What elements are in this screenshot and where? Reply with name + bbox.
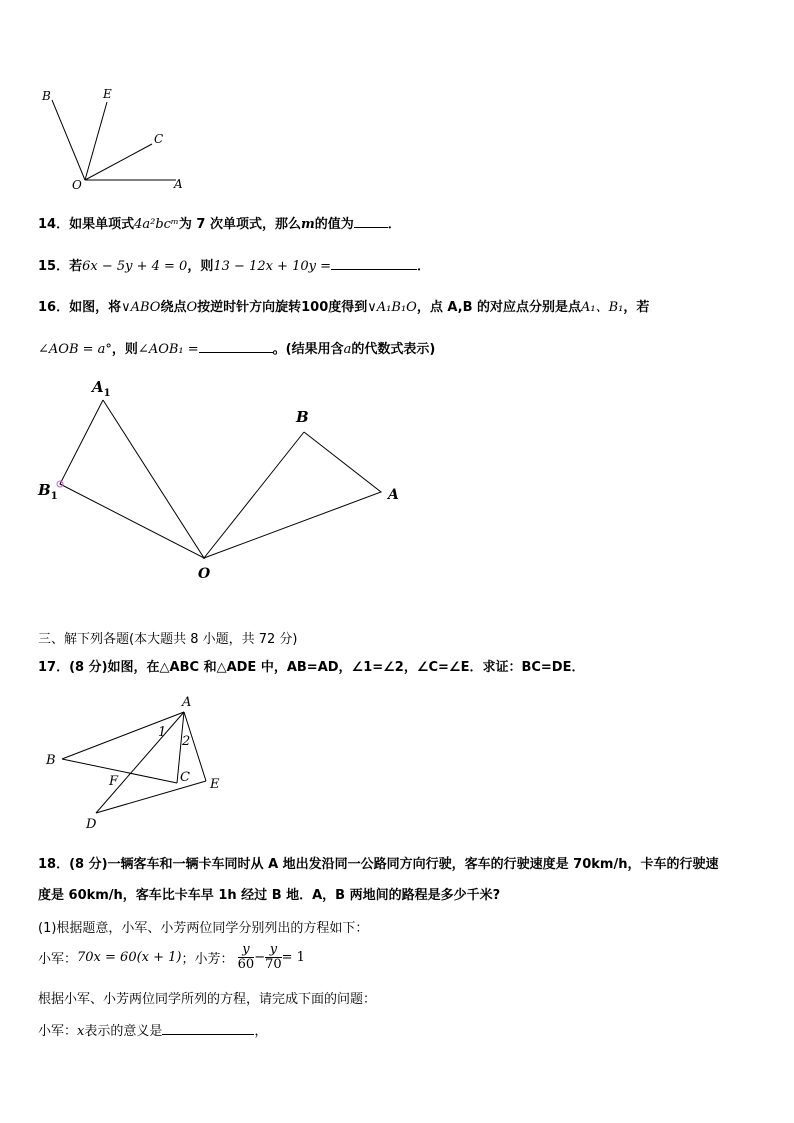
- q16-text: 16．如图，将: [38, 300, 122, 315]
- rotation-figure: [30, 372, 410, 587]
- label-d: D: [86, 817, 97, 832]
- label-f: F: [109, 774, 119, 789]
- segment-bc: [62, 759, 177, 783]
- fraction-y-60: [238, 943, 255, 972]
- q16-triangle-image: ∨A₁B₁O: [367, 300, 417, 315]
- label-b: B: [46, 753, 56, 768]
- q14-math: 4a²bcᵐ: [134, 217, 179, 232]
- q16-text: ，则: [111, 342, 138, 357]
- label-b: B: [296, 408, 309, 426]
- answer-blank: [162, 1022, 254, 1035]
- label-e: E: [210, 777, 220, 792]
- label-o: O: [198, 566, 211, 582]
- q16-text: ，若: [623, 300, 650, 315]
- q16-text: 按逆时针方向旋转100度得到: [197, 300, 368, 315]
- ray-oe: [85, 102, 107, 180]
- q16-var: a: [343, 342, 352, 357]
- denominator: 70: [265, 957, 282, 972]
- angle-figure: [30, 80, 200, 195]
- question-18-part-1: (1)根据题意，小军、小芳两位同学分别列出的方程如下：: [38, 921, 369, 936]
- answer-blank: [354, 215, 388, 228]
- question-18-answer-line: [38, 1020, 267, 1039]
- numerator: y: [238, 943, 255, 958]
- segment-ad: [96, 712, 184, 813]
- q16-text: 绕点: [160, 300, 187, 315]
- q14-prefix: 14．如果单项式: [38, 217, 135, 232]
- question-16-line-1: [38, 296, 649, 315]
- question-18-line-2: 度是 60km/h，客车比卡车早 1h 经过 B 地．A，B 两地间的路程是多少千米?: [38, 888, 501, 903]
- student-1-label: 小军：: [38, 1024, 78, 1039]
- label-e: E: [103, 87, 112, 101]
- q14-suffix2: 的值为: [314, 217, 354, 232]
- q14-var: m: [301, 217, 315, 232]
- q16-text: 的代数式表示): [351, 342, 436, 357]
- question-18-instruction: 根据小军、小芳两位同学所列的方程，请完成下面的问题：: [38, 992, 377, 1007]
- student-1-label: 小军：: [38, 952, 78, 967]
- q15-math2: 13 − 12x + 10y =: [213, 259, 331, 274]
- answer-prompt: 表示的意义是: [84, 1024, 163, 1039]
- ray-oc: [85, 144, 152, 180]
- q15-mid: ，则: [187, 259, 214, 274]
- question-14: [38, 213, 401, 232]
- label-a: A: [174, 177, 183, 191]
- question-17: 17．(8 分)如图，在△ABC 和△ADE 中，AB=AD，∠1=∠2，∠C=∠E．求证：BC=DE．: [38, 660, 585, 675]
- answer-blank: [199, 340, 273, 353]
- minus-sign: −: [254, 950, 266, 965]
- denominator: 60: [237, 957, 255, 972]
- label-a: A: [388, 487, 399, 503]
- label-angle-1: 1: [158, 725, 167, 740]
- q16-target-angle: ∠AOB₁ =: [137, 342, 199, 357]
- student-2-label: ；小芳：: [181, 952, 234, 967]
- label-o: O: [72, 178, 82, 192]
- q16-given-angle: ∠AOB = a°: [38, 342, 112, 357]
- label-c: C: [180, 770, 190, 785]
- label-a: A: [182, 695, 192, 710]
- q15-math1: 6x − 5y + 4 = 0: [82, 259, 188, 274]
- label-b1: $B_1$: [38, 481, 58, 502]
- trailing-comma: ，: [254, 1024, 268, 1039]
- label-c: C: [154, 132, 164, 146]
- equation-rhs: = 1: [281, 950, 305, 965]
- numerator: y: [265, 943, 282, 958]
- question-18-line-1: 18．(8 分)一辆客车和一辆卡车同时从 A 地出发沿同一公路同方向行驶，客车的行驶速度是 70km/h，卡车的行驶速: [38, 857, 719, 872]
- triangle-abo: [204, 432, 381, 558]
- q16-points: A₁、B₁: [581, 300, 624, 315]
- ray-ob: [52, 100, 85, 180]
- congruence-figure: [40, 690, 240, 835]
- label-b: B: [42, 89, 51, 103]
- answer-blank: [331, 257, 417, 270]
- q16-text: ，点 A,B 的对应点分别是点: [416, 300, 582, 315]
- variable-x: x: [77, 1024, 85, 1039]
- question-16-line-2: [38, 338, 435, 357]
- q14-suffix: 为 7 次单项式，那么: [178, 217, 302, 232]
- q15-end: ．: [417, 259, 431, 274]
- q16-triangle: ∨ABO: [121, 300, 161, 315]
- section-heading: 三、解下列各题(本大题共 8 小题，共 72 分): [38, 632, 298, 647]
- label-angle-2: 2: [182, 734, 191, 749]
- q15-prefix: 15．若: [38, 259, 83, 274]
- equation-1: 70x = 60(x + 1): [77, 950, 182, 965]
- triangle-a1b1o: [60, 400, 204, 558]
- q14-end: ．: [387, 217, 401, 232]
- question-15: [38, 255, 430, 274]
- label-a1: $A_1$: [92, 378, 111, 399]
- q16-text: 。(结果用含: [272, 342, 344, 357]
- fraction-y-70: [265, 943, 282, 972]
- question-18-equations: [38, 943, 305, 972]
- q16-point: O: [186, 300, 198, 315]
